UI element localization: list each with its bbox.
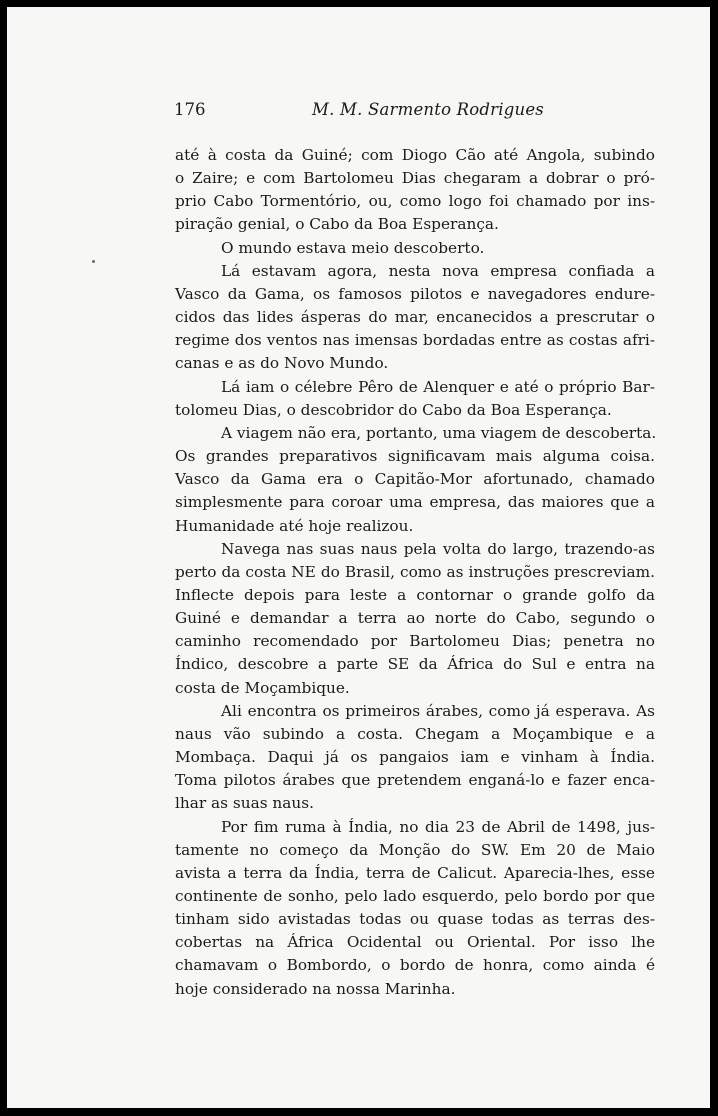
text-line: Navega nas suas naus pela volta do largo, trazendo-as: [221, 539, 655, 558]
text-line: lhar as suas naus.: [175, 794, 314, 813]
text-line: tinham sido avistadas todas ou quase todas as terras des-: [175, 910, 655, 929]
text-line: Por fim ruma à Índia, no dia 23 de Abril de 1498, jus-: [221, 817, 655, 836]
text-line: costa de Moçambique.: [175, 678, 350, 697]
text-line: perto da costa NE do Brasil, como as instruções prescreviam.: [175, 562, 655, 581]
paragraph: [175, 816, 655, 1001]
text-line: Mombaça. Daqui já os pangaios iam e vinham à Índia.: [175, 748, 655, 767]
text-line: O mundo estava meio descoberto.: [221, 238, 485, 257]
text-line: chamavam o Bombordo, o bordo de honra, como ainda é: [175, 956, 655, 975]
body-text: [175, 144, 655, 1001]
text-line: cidos das lides ásperas do mar, encanecidos a prescrutar o: [175, 308, 655, 327]
paragraph: [175, 376, 655, 422]
text-line: tamente no começo da Monção do SW. Em 20 de Maio: [175, 840, 655, 859]
text-line: Os grandes preparativos significavam mais alguma coisa.: [175, 447, 655, 466]
paragraph: [175, 237, 655, 260]
text-line: avista a terra da Índia, terra de Calicut. Aparecia-lhes, esse: [175, 863, 655, 882]
text-line: caminho recomendado por Bartolomeu Dias; penetra no: [175, 632, 655, 651]
text-line: Guiné e demandar a terra ao norte do Cabo, segundo o: [175, 609, 655, 628]
paragraph: [175, 422, 655, 538]
page-number: 176: [174, 100, 206, 119]
text-line: cobertas na África Ocidental ou Oriental. Por isso lhe: [175, 933, 655, 952]
text-line: Índico, descobre a parte SE da África do Sul e entra na: [175, 655, 655, 674]
text-line: Vasco da Gama era o Capitão-Mor afortunado, chamado: [175, 470, 655, 489]
text-line: naus vão subindo a costa. Chegam a Moçambique e a: [175, 724, 655, 743]
text-line: Inflecte depois para leste a contornar o grande golfo da: [175, 585, 655, 604]
text-line: tolomeu Dias, o descobridor do Cabo da Boa Esperança.: [175, 400, 612, 419]
text-line: Lá iam o célebre Pêro de Alenquer e até o próprio Bar-: [221, 377, 655, 396]
text-line: prio Cabo Tormentório, ou, como logo foi chamado por ins-: [175, 192, 655, 211]
text-line: simplesmente para coroar uma empresa, das maiores que a: [175, 493, 655, 512]
text-line: Toma pilotos árabes que pretendem enganá-lo e fazer enca-: [175, 771, 655, 790]
text-line: canas e as do Novo Mundo.: [175, 354, 389, 373]
page-header: [174, 100, 654, 122]
running-head-author: M. M. Sarmento Rodrigues: [312, 100, 544, 119]
text-line: o Zaire; e com Bartolomeu Dias chegaram a dobrar o pró-: [175, 169, 655, 188]
text-line: regime dos ventos nas imensas bordadas entre as costas afri-: [175, 331, 655, 350]
text-line: Ali encontra os primeiros árabes, como já esperava. As: [221, 701, 655, 720]
text-line: Vasco da Gama, os famosos pilotos e navegadores endure-: [175, 284, 655, 303]
text-line: piração genial, o Cabo da Boa Esperança.: [175, 215, 499, 234]
text-line: hoje considerado na nossa Marinha.: [175, 979, 456, 998]
text-line: continente de sonho, pelo lado esquerdo, pelo bordo por que: [175, 887, 655, 905]
book-page: [7, 7, 710, 1108]
paragraph: [175, 700, 655, 816]
text-line: Lá estavam agora, nesta nova empresa confiada a: [221, 261, 655, 280]
text-line: Humanidade até hoje realizou.: [175, 516, 414, 535]
paragraph: [175, 538, 655, 700]
text-line: A viagem não era, portanto, uma viagem de descoberta.: [221, 423, 657, 442]
scan-speck: [92, 260, 95, 263]
paragraph: [175, 260, 655, 376]
text-line: até à costa da Guiné; com Diogo Cão até Angola, subindo: [175, 146, 655, 164]
paragraph: [175, 144, 655, 237]
